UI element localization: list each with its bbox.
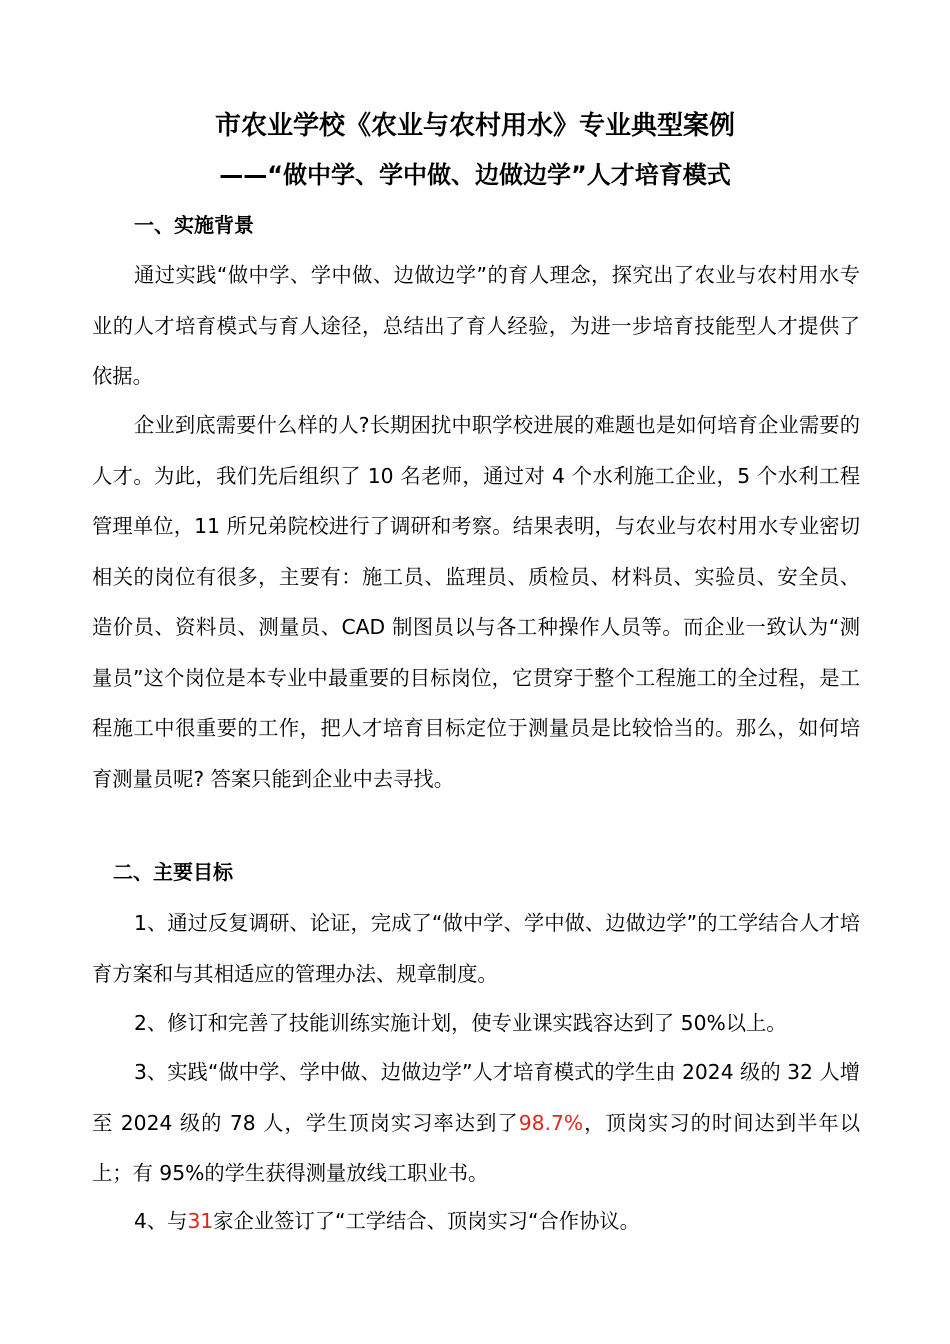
document-subtitle: ——“做中学、学中做、边做边学”人才培育模式	[219, 161, 731, 189]
goal-item-4-highlight: 31	[187, 1209, 214, 1233]
goal-item-4-text-b: 家企业签订了“工学结合、顶岗实习“合作协议。	[213, 1209, 640, 1233]
goal-item-3	[92, 1047, 860, 1199]
document-title: 市农业学校《农业与农村用水》专业典型案例	[214, 111, 735, 141]
goal-item-3-text-a: 3、实践“做中学、学中做、边做边学”人才培育模式的学生由 2024 级的 32 人增至 2024 级的 78 人，学生顶岗实习率达到了	[92, 1060, 860, 1135]
goal-item-4	[92, 1196, 860, 1247]
goal-item-1: 1、通过反复调研、论证，完成了“做中学、学中做、边做边学”的工学结合人才培育方案和与其相适应的管理办法、规章制度。	[92, 911, 860, 986]
goal-item-2: 2、修订和完善了技能训练实施计划，使专业课实践容达到了 50%以上。	[134, 1011, 787, 1035]
paragraph-background-1: 通过实践“做中学、学中做、边做边学”的育人理念，探究出了农业与农村用水专业的人才培育模式与育人途径，总结出了育人经验，为进一步培育技能型人才提供了依据。	[92, 263, 860, 388]
goal-item-4-text-a: 4、与	[134, 1209, 188, 1233]
section-heading-background: 一、实施背景	[134, 213, 254, 237]
section-heading-goals: 二、主要目标	[113, 860, 233, 884]
paragraph-background-2: 企业到底需要什么样的人?长期困扰中职学校进展的难题也是如何培育企业需要的人才。为此，我们先后组织了 10 名老师，通过对 4 个水利施工企业，5 个水利工程管理单位，11 所兄弟院校进行了调研和考察。结果表明，与农业与农村用水专业密切相关的岗位有很多，主要有：施工员、监理员、质检员、材料员、实验员、安全员、造价员、资料员、测量员、CAD 制图员以与各工种操作人员等。而企业一致认为“测量员”这个岗位是本专业中最重要的目标岗位，它贯穿于整个工程施工的全过程，是工程施工中很重要的工作，把人才培育目标定位于测量员是比较恰当的。那么，如何培育测量员呢? 答案只能到企业中去寻找。	[92, 413, 860, 791]
goal-item-3-text-b: ，顶岗实习的时间达到半年以上；有 95%的学生获得测量放线工职业书。	[92, 1110, 860, 1185]
goal-item-3-highlight: 98.7%	[518, 1110, 584, 1135]
